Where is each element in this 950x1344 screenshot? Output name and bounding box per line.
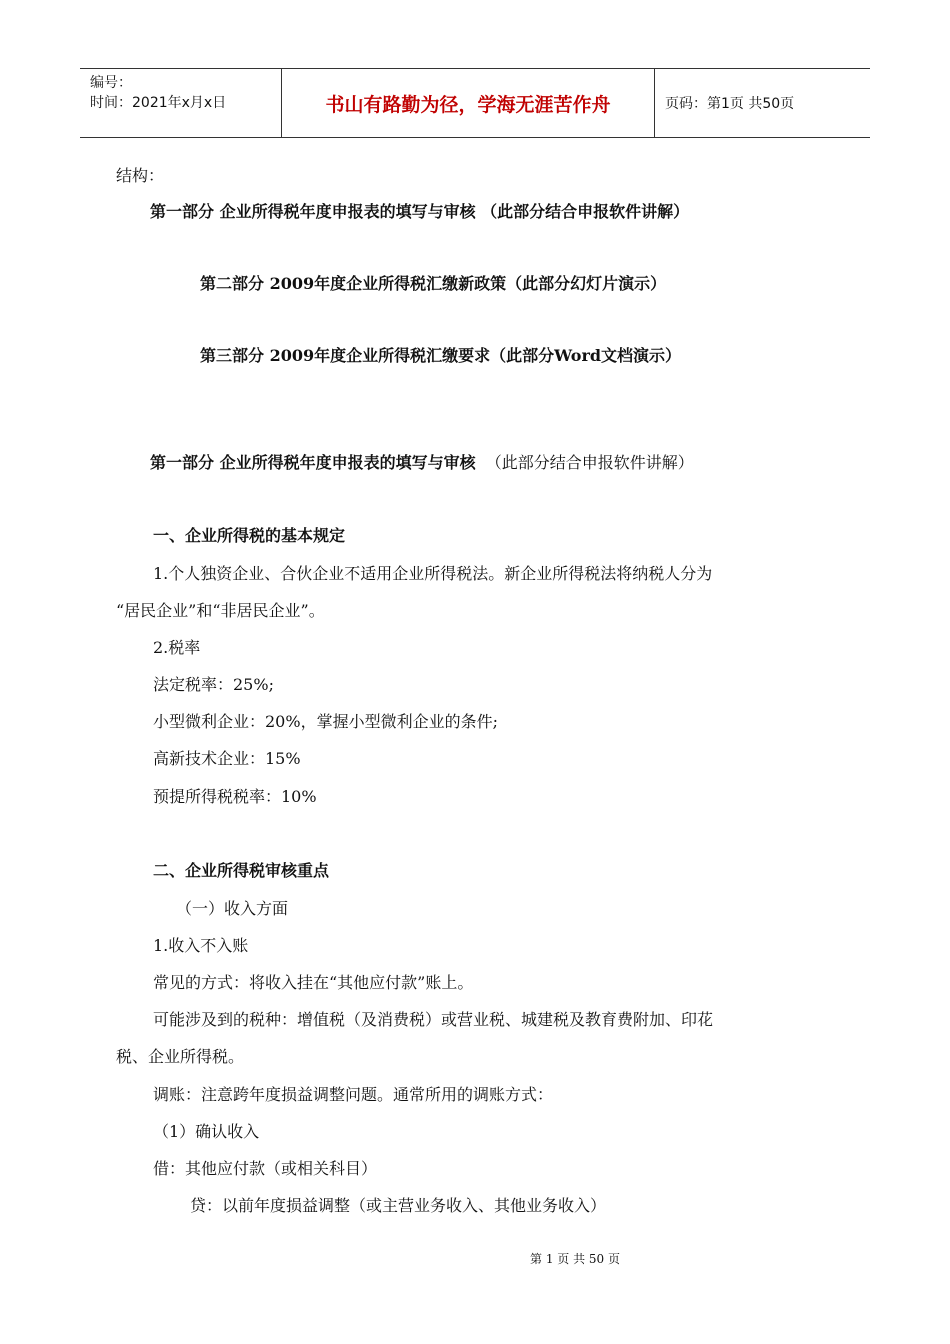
- paragraph: 借：其他应付款（或相关科目）: [153, 1159, 378, 1178]
- toc-item-2: 第二部分 2009年度企业所得税汇缴新政策（此部分幻灯片演示）: [200, 274, 667, 293]
- header-number: 编号：: [90, 75, 132, 91]
- paragraph: 贷：以前年度损益调整（或主营业务收入、其他业务收入）: [190, 1196, 607, 1215]
- paragraph: 调账：注意跨年度损益调整问题。通常所用的调账方式：: [153, 1085, 554, 1104]
- paragraph: 2.税率: [153, 638, 201, 657]
- subsection-heading: （一）收入方面: [176, 899, 289, 918]
- header-motto: 书山有路勤为径，学海无涯苦作舟: [282, 69, 655, 137]
- header-date: 时间：2021年x月x日: [90, 95, 227, 111]
- paragraph: 法定税率：25%;: [153, 675, 274, 694]
- header-table: [80, 68, 870, 138]
- toc-item-1: 第一部分 企业所得税年度申报表的填写与审核 （此部分结合申报软件讲解）: [150, 202, 690, 221]
- part1-title: [150, 450, 694, 473]
- structure-label: 结构：: [116, 166, 165, 185]
- paragraph: 可能涉及到的税种：增值税（及消费税）或营业税、城建税及教育费附加、印花: [153, 1010, 714, 1029]
- part1-title-note: （此部分结合申报软件讲解）: [485, 453, 694, 472]
- part1-title-main: 第一部分 企业所得税年度申报表的填写与审核: [150, 453, 476, 472]
- page-footer: [0, 1250, 950, 1267]
- section-2-heading: 二、企业所得税审核重点: [153, 861, 330, 880]
- paragraph: 1.收入不入账: [153, 936, 249, 955]
- paragraph: （1）确认收入: [153, 1122, 260, 1141]
- paragraph: 高新技术企业：15%: [153, 749, 301, 768]
- paragraph: “居民企业”和“非居民企业”。: [116, 601, 325, 620]
- paragraph: 1.个人独资企业、合伙企业不适用企业所得税法。新企业所得税法将纳税人分为: [153, 564, 713, 583]
- paragraph: 常见的方式：将收入挂在“其他应付款”账上。: [153, 973, 474, 992]
- footer-page-number: 第 1 页 共 50 页: [530, 1252, 620, 1266]
- toc-item-3: 第三部分 2009年度企业所得税汇缴要求（此部分Word文档演示）: [200, 346, 682, 365]
- paragraph: 预提所得税税率：10%: [153, 787, 317, 806]
- header-left-cell: [80, 69, 282, 137]
- header-page-label: 页码：第1页 共50页: [665, 96, 795, 112]
- paragraph: 税、企业所得税。: [116, 1047, 245, 1066]
- section-1-heading: 一、企业所得税的基本规定: [153, 526, 346, 545]
- paragraph: 小型微利企业：20%，掌握小型微利企业的条件;: [153, 712, 498, 731]
